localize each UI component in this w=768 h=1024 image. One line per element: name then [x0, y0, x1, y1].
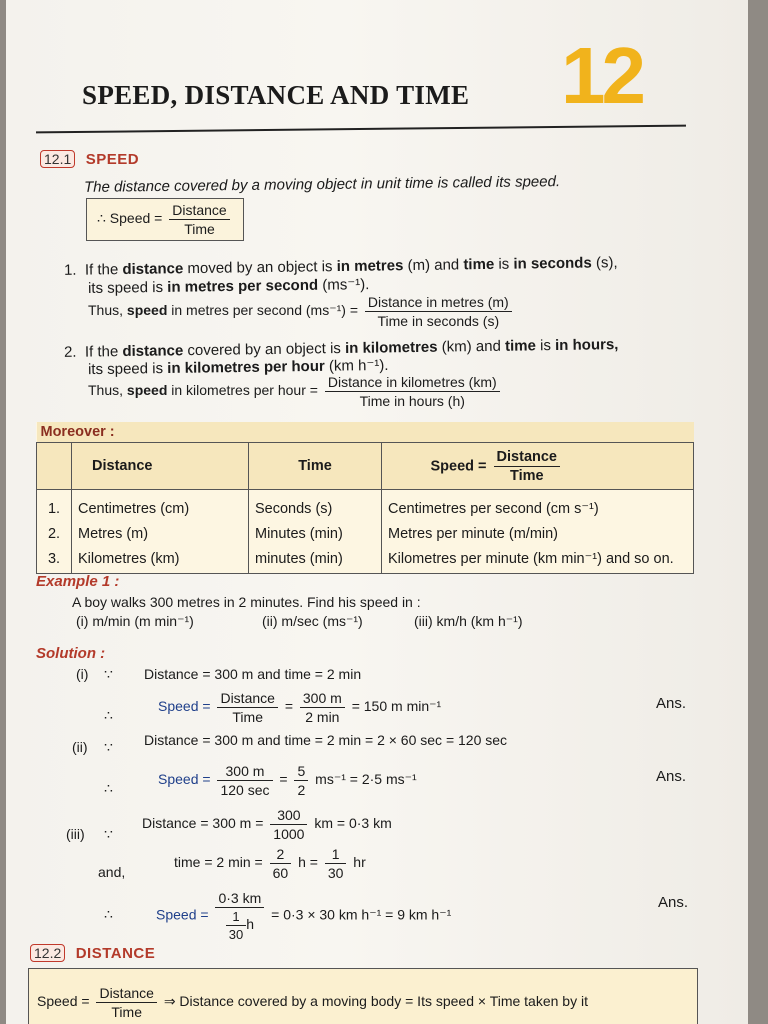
- text: (km) and: [437, 337, 506, 356]
- speed-label: Speed =: [158, 771, 211, 788]
- denominator: Time: [232, 709, 263, 725]
- fraction: [217, 690, 277, 725]
- sol-ii-speed: [158, 763, 417, 798]
- result: = 150 m min⁻¹: [351, 698, 442, 715]
- text: time = 2 min =: [174, 854, 263, 871]
- section-title: DISTANCE: [75, 945, 156, 962]
- header-time: Time: [249, 443, 382, 490]
- sol-iii-speed: [156, 890, 451, 942]
- text-bold: in metres: [336, 257, 404, 276]
- section-badge: 12.1: [40, 150, 75, 168]
- chapter-number: 12: [561, 31, 642, 120]
- fraction: [300, 690, 345, 725]
- point1-fraction: [365, 294, 512, 329]
- because-symbol: ∵: [104, 666, 113, 682]
- header-speed-prefix: Speed =: [430, 457, 487, 474]
- numerator: 300: [270, 807, 307, 825]
- formula-text: ⇒ Distance covered by a moving body = Its speed × Time taken by it: [163, 993, 588, 1010]
- text-bold: time: [463, 255, 495, 274]
- fraction: [294, 763, 308, 798]
- numerator: 0·3 km: [215, 890, 264, 908]
- text-bold: in hours,: [554, 336, 619, 355]
- numerator: 1: [226, 909, 246, 926]
- denominator: Time in hours (h): [359, 393, 465, 409]
- text: (ms⁻¹).: [317, 276, 370, 294]
- fraction: [215, 890, 264, 942]
- text: Distance = 300 m =: [142, 815, 264, 832]
- fraction: [270, 807, 307, 842]
- row-number: 2.: [37, 521, 72, 546]
- formula-denominator: Time: [184, 221, 215, 237]
- row-distance: Centimetres (cm): [72, 490, 249, 522]
- denominator: Time in seconds (s): [377, 313, 500, 329]
- sol-ii-given: Distance = 300 m and time = 2 min = 2 × 60 sec = 120 sec: [144, 732, 508, 748]
- text: Thus,: [88, 382, 127, 399]
- fraction: [226, 909, 246, 942]
- because-symbol: ∵: [104, 739, 113, 755]
- sol-i-speed: [158, 690, 441, 725]
- denominator: 1000: [273, 826, 305, 842]
- text: in kilometres per hour =: [167, 382, 318, 399]
- header-number: [37, 443, 72, 490]
- text: km = 0·3 km: [314, 815, 392, 832]
- example-option-2: (ii) m/sec (ms⁻¹): [262, 613, 363, 629]
- row-time: minutes (min): [249, 546, 382, 574]
- distance-formula: [37, 985, 588, 1020]
- point2-fraction: [325, 374, 500, 409]
- text-bold: in kilometres per hour: [167, 357, 325, 377]
- point1-thus: [88, 294, 515, 329]
- section-badge: 12.2: [30, 944, 65, 962]
- text: (m) and: [403, 256, 464, 275]
- denominator: Time: [509, 467, 544, 484]
- textbook-page: [6, 0, 748, 1024]
- unit: h: [246, 916, 254, 933]
- text-bold: speed: [126, 302, 168, 319]
- text: is: [535, 337, 556, 355]
- text-bold: speed: [126, 382, 168, 399]
- formula-fraction: [169, 202, 229, 237]
- point2-thus: [88, 374, 503, 409]
- numerator: Distance: [494, 449, 560, 467]
- because-symbol: ∵: [104, 826, 113, 842]
- numerator: 1: [325, 846, 347, 864]
- formula-fraction: [96, 985, 156, 1020]
- answer-mark: Ans.: [656, 768, 687, 785]
- example-question: A boy walks 300 metres in 2 minutes. Find his speed in :: [72, 594, 421, 610]
- chapter-title: SPEED, DISTANCE AND TIME: [82, 80, 470, 110]
- result: ms⁻¹ = 2·5 ms⁻¹: [315, 771, 417, 788]
- row-distance: Metres (m): [72, 521, 249, 546]
- and-label: and,: [98, 864, 126, 880]
- example-option-1: (i) m/min (m min⁻¹): [76, 613, 194, 629]
- numerator: 300 m: [217, 763, 272, 781]
- fraction: [217, 763, 272, 798]
- text: moved by an object is: [183, 258, 337, 278]
- equals: =: [279, 771, 288, 788]
- row-time: Minutes (min): [249, 521, 382, 546]
- fraction: [270, 846, 292, 881]
- formula-numerator: Distance: [169, 202, 229, 220]
- section-title: SPEED: [85, 151, 140, 168]
- numerator: 300 m: [300, 690, 345, 708]
- text-bold: in metres per second: [167, 276, 319, 296]
- speed-formula-box: [86, 198, 244, 241]
- denominator: 2: [297, 782, 306, 798]
- numerator: Distance in kilometres (km): [325, 374, 500, 392]
- answer-mark: Ans.: [658, 894, 689, 911]
- sol-iii-distance: [142, 807, 392, 842]
- denominator: 30: [327, 865, 344, 881]
- formula-prefix: ∴ Speed =: [97, 210, 163, 227]
- text-bold: in seconds: [513, 254, 592, 273]
- text: its speed is: [87, 278, 168, 297]
- text: h =: [298, 854, 318, 871]
- denominator: 2 min: [305, 709, 340, 725]
- equals: =: [284, 698, 293, 715]
- denominator: 120 sec: [220, 782, 270, 798]
- numerator: 2: [270, 846, 292, 864]
- sol-ii-roman: (ii): [72, 739, 88, 755]
- text: If the: [84, 343, 123, 361]
- text-bold: in kilometres: [344, 338, 438, 357]
- therefore-symbol: ∴: [104, 780, 113, 796]
- speed-label: Speed =: [158, 698, 211, 715]
- numerator: 5: [294, 763, 308, 781]
- header-distance: Distance: [72, 443, 249, 490]
- text: (km h⁻¹).: [324, 356, 389, 375]
- text: (s),: [591, 254, 618, 272]
- denominator: 60: [272, 865, 289, 881]
- numerator: Distance in metres (m): [365, 294, 512, 312]
- title-rule: [36, 125, 686, 134]
- units-table: [36, 422, 694, 574]
- row-number: 1.: [37, 490, 72, 522]
- table-caption: Moreover :: [37, 422, 694, 443]
- table-row: [37, 521, 694, 546]
- text: hr: [353, 854, 366, 871]
- solution-label: Solution :: [36, 645, 106, 662]
- table-row: [37, 546, 694, 574]
- numerator: Distance: [217, 690, 277, 708]
- sol-i-roman: (i): [76, 666, 89, 682]
- row-number: 3.: [37, 546, 72, 574]
- section-heading-speed: [40, 150, 139, 169]
- denominator: Time: [111, 1004, 142, 1020]
- text: If the: [84, 261, 123, 279]
- therefore-symbol: ∴: [104, 707, 113, 723]
- therefore-symbol: ∴: [104, 906, 113, 922]
- text: covered by an object is: [183, 339, 346, 360]
- row-speed: Centimetres per second (cm s⁻¹): [382, 490, 694, 522]
- denominator: 30: [228, 927, 244, 942]
- text-bold: distance: [122, 260, 184, 279]
- header-speed: [382, 443, 694, 490]
- header-speed-fraction: [494, 449, 560, 484]
- section-heading-distance: [30, 944, 155, 963]
- text: in metres per second (ms⁻¹) =: [167, 302, 358, 319]
- text: is: [494, 255, 514, 273]
- distance-formula-box: [28, 968, 698, 1024]
- example-option-3: (iii) km/h (km h⁻¹): [414, 613, 523, 629]
- point1-number: 1.: [63, 261, 77, 279]
- numerator: Distance: [96, 985, 156, 1003]
- row-speed: Kilometres per minute (km min⁻¹) and so on.: [382, 546, 694, 574]
- point2-number: 2.: [63, 343, 77, 361]
- sol-iii-roman: (iii): [66, 826, 85, 842]
- result: = 0·3 × 30 km h⁻¹ = 9 km h⁻¹: [271, 906, 452, 923]
- speed-label: Speed =: [156, 906, 209, 923]
- row-speed: Metres per minute (m/min): [382, 521, 694, 546]
- text-bold: distance: [122, 342, 184, 361]
- example-label: Example 1 :: [36, 573, 120, 590]
- sol-iii-time: [174, 846, 366, 881]
- text-bold: time: [504, 337, 537, 355]
- answer-mark: Ans.: [656, 695, 687, 712]
- speed-definition: The distance covered by a moving object in unit time is called its speed.: [83, 173, 561, 196]
- table-row: [37, 490, 694, 522]
- row-time: Seconds (s): [249, 490, 382, 522]
- denominator: [215, 908, 264, 942]
- formula-prefix: Speed =: [37, 993, 90, 1010]
- row-distance: Kilometres (km): [72, 546, 249, 574]
- text: its speed is: [87, 359, 168, 379]
- text: Thus,: [88, 302, 127, 319]
- sol-i-given: Distance = 300 m and time = 2 min: [144, 666, 362, 682]
- fraction: [325, 846, 347, 881]
